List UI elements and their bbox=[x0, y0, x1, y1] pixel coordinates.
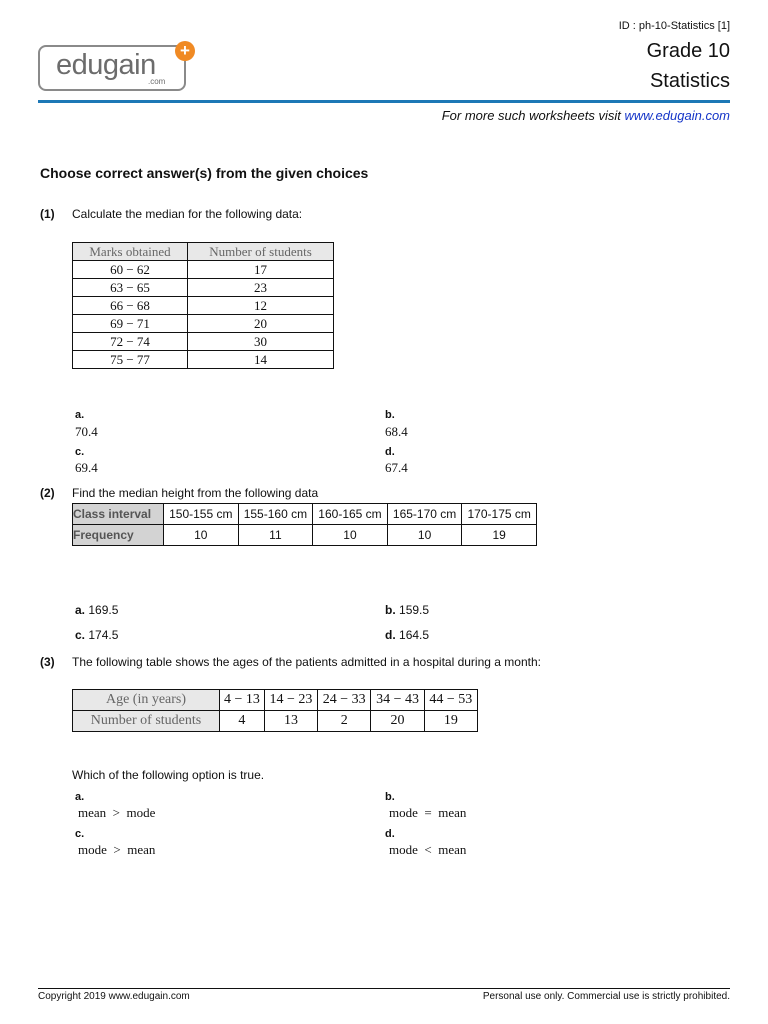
table-row bbox=[73, 315, 334, 333]
copyright: Copyright 2019 www.edugain.com bbox=[38, 991, 190, 1002]
option-value[interactable]: 69.4 bbox=[75, 460, 98, 475]
table-cell: 150-155 cm bbox=[164, 504, 239, 525]
table-row bbox=[73, 351, 334, 369]
edugain-logo bbox=[38, 45, 186, 91]
option-d[interactable] bbox=[385, 628, 429, 642]
table-cell: 75 − 77 bbox=[73, 351, 188, 369]
table-cell: 10 bbox=[313, 525, 388, 546]
age-table bbox=[72, 689, 478, 732]
table-cell: 14 bbox=[188, 351, 334, 369]
table-row bbox=[73, 525, 537, 546]
table-header-cell: Marks obtained bbox=[73, 243, 188, 261]
question-text: Find the median height from the following data bbox=[72, 486, 319, 500]
option-label: c. bbox=[75, 628, 86, 642]
worksheet-id: ID : ph-10-Statistics [1] bbox=[618, 20, 730, 32]
table-cell: 17 bbox=[188, 261, 334, 279]
option-value[interactable]: mode = mean bbox=[389, 805, 467, 820]
table-row bbox=[73, 333, 334, 351]
question-number: (2) bbox=[40, 486, 55, 500]
table-row bbox=[73, 711, 478, 732]
usage-notice: Personal use only. Commercial use is strictly prohibited. bbox=[482, 991, 730, 1002]
table-header-cell: Number of students bbox=[188, 243, 334, 261]
option-label[interactable]: d. bbox=[385, 828, 395, 840]
table-cell: 10 bbox=[387, 525, 462, 546]
table-row bbox=[73, 261, 334, 279]
table-cell: 2 bbox=[318, 711, 371, 732]
question-subtext: Which of the following option is true. bbox=[72, 768, 265, 782]
table-cell: 13 bbox=[264, 711, 317, 732]
option-value: 159.5 bbox=[399, 603, 430, 617]
table-header-row bbox=[73, 243, 334, 261]
visit-text: For more such worksheets visit bbox=[441, 108, 625, 123]
table-cell: 66 − 68 bbox=[73, 297, 188, 315]
table-header-cell: Class interval bbox=[73, 504, 164, 525]
option-c[interactable] bbox=[75, 628, 118, 642]
option-label[interactable]: a. bbox=[75, 791, 85, 803]
table-cell: 20 bbox=[188, 315, 334, 333]
table-cell: 63 − 65 bbox=[73, 279, 188, 297]
table-cell: 19 bbox=[462, 525, 537, 546]
table-cell: 69 − 71 bbox=[73, 315, 188, 333]
table-cell: 24 − 33 bbox=[318, 690, 371, 711]
table-cell: 44 − 53 bbox=[424, 690, 477, 711]
website-link[interactable]: www.edugain.com bbox=[624, 108, 730, 123]
option-value[interactable]: mode < mean bbox=[389, 842, 467, 857]
table-header-cell: Age (in years) bbox=[73, 690, 220, 711]
table-cell: 4 − 13 bbox=[220, 690, 265, 711]
table-cell: 10 bbox=[164, 525, 239, 546]
option-label[interactable]: c. bbox=[75, 446, 85, 458]
option-label: a. bbox=[75, 603, 86, 617]
table-row bbox=[73, 297, 334, 315]
header-divider bbox=[38, 100, 730, 103]
subject-title: Statistics bbox=[649, 70, 730, 92]
table-row bbox=[73, 279, 334, 297]
visit-line bbox=[442, 108, 730, 123]
option-label[interactable]: b. bbox=[385, 409, 395, 421]
question-text: The following table shows the ages of the patients admitted in a hospital during a month: bbox=[72, 655, 541, 669]
table-cell: 72 − 74 bbox=[73, 333, 188, 351]
plus-icon: + bbox=[175, 41, 195, 61]
table-cell: 60 − 62 bbox=[73, 261, 188, 279]
logo-domain: .com bbox=[148, 77, 166, 86]
table-cell: 160-165 cm bbox=[313, 504, 388, 525]
marks-table bbox=[72, 242, 334, 369]
grade-title: Grade 10 bbox=[646, 40, 730, 62]
table-cell: 19 bbox=[424, 711, 477, 732]
table-cell: 165-170 cm bbox=[387, 504, 462, 525]
option-value[interactable]: mode > mean bbox=[78, 842, 156, 857]
footer-divider bbox=[38, 988, 730, 989]
option-value: 164.5 bbox=[399, 628, 430, 642]
table-cell: 4 bbox=[220, 711, 265, 732]
table-cell: 30 bbox=[188, 333, 334, 351]
table-cell: 11 bbox=[238, 525, 313, 546]
table-cell: 20 bbox=[371, 711, 424, 732]
instructions: Choose correct answer(s) from the given choices bbox=[40, 165, 369, 181]
option-value[interactable]: 67.4 bbox=[385, 460, 408, 475]
table-cell: 155-160 cm bbox=[238, 504, 313, 525]
option-label[interactable]: c. bbox=[75, 828, 85, 840]
option-b[interactable] bbox=[385, 603, 429, 617]
table-cell: 12 bbox=[188, 297, 334, 315]
option-value: 169.5 bbox=[88, 603, 119, 617]
option-value[interactable]: 68.4 bbox=[385, 424, 408, 439]
option-label[interactable]: b. bbox=[385, 791, 395, 803]
question-text: Calculate the median for the following data: bbox=[72, 207, 303, 221]
question-number: (3) bbox=[40, 655, 55, 669]
table-row bbox=[73, 504, 537, 525]
table-cell: 170-175 cm bbox=[462, 504, 537, 525]
option-a[interactable] bbox=[75, 603, 118, 617]
option-value[interactable]: mean > mode bbox=[78, 805, 156, 820]
option-label[interactable]: d. bbox=[385, 446, 395, 458]
table-cell: 14 − 23 bbox=[264, 690, 317, 711]
option-value: 174.5 bbox=[88, 628, 119, 642]
table-header-cell: Number of students bbox=[73, 711, 220, 732]
option-label: b. bbox=[385, 603, 396, 617]
option-label: d. bbox=[385, 628, 396, 642]
option-label[interactable]: a. bbox=[75, 409, 85, 421]
table-cell: 34 − 43 bbox=[371, 690, 424, 711]
table-header-cell: Frequency bbox=[73, 525, 164, 546]
table-cell: 23 bbox=[188, 279, 334, 297]
question-number: (1) bbox=[40, 207, 55, 221]
option-value[interactable]: 70.4 bbox=[75, 424, 98, 439]
logo-wordmark: edugain bbox=[56, 49, 156, 81]
table-row bbox=[73, 690, 478, 711]
height-table bbox=[72, 503, 537, 546]
